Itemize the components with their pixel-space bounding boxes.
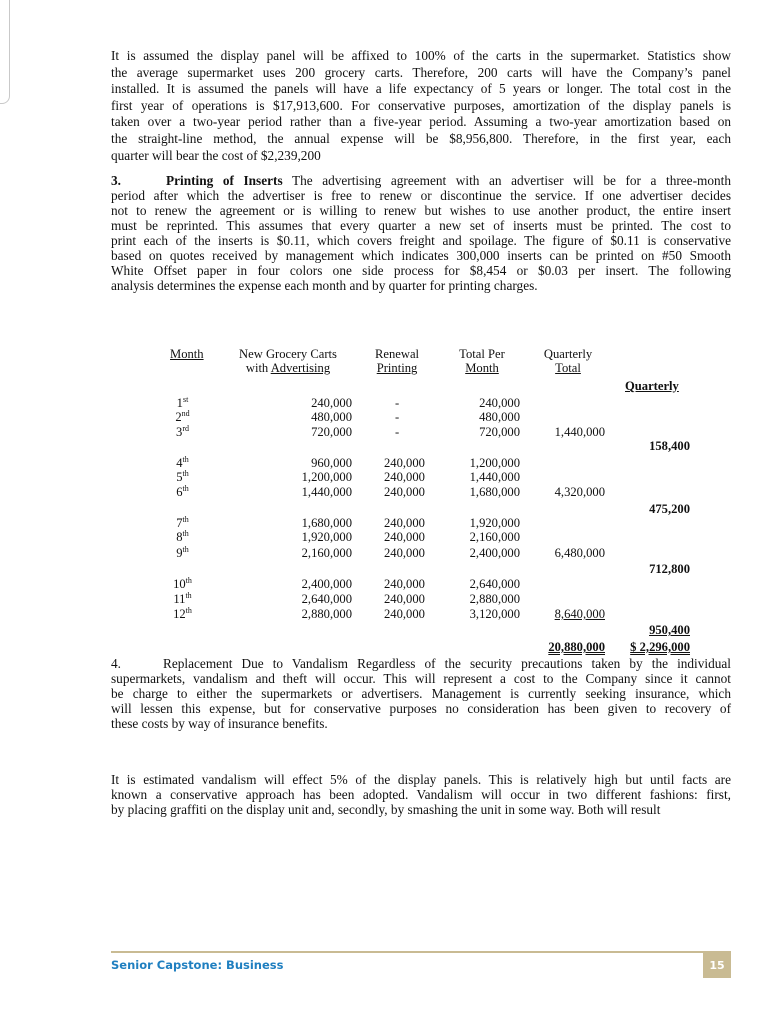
month-number: 3	[176, 425, 183, 439]
quarterly-total-cell: 8,640,000	[554, 607, 605, 621]
month-number: 2	[175, 410, 182, 424]
section-vandalism	[111, 656, 731, 731]
section-number: 4.	[111, 656, 121, 671]
quarterly-cost-cell: 158,400	[649, 439, 690, 453]
text-line: period after which the advertiser is free to renew or discontinue the service. If one advertiser decides	[111, 188, 731, 203]
text-line: first year of operations is $17,913,600. For conservative purposes, amortization of the display panels is	[111, 97, 731, 113]
renewal-cell: -	[395, 396, 400, 410]
renewal-cell: 240,000	[384, 592, 425, 606]
total-per-month-cell: 3,120,000	[469, 607, 520, 621]
month-number: 1	[176, 396, 183, 410]
text-line: by placing graffiti on the display unit and, secondly, by smashing the unit in some way. Both will result	[111, 802, 661, 817]
section-heading: Printing of Inserts	[166, 173, 283, 188]
total-per-month-cell: 1,440,000	[469, 470, 520, 484]
renewal-cell: 240,000	[384, 485, 425, 499]
month-cell	[160, 410, 205, 424]
month-suffix: nd	[181, 409, 190, 418]
section-number: 3.	[111, 173, 121, 188]
text-line: analysis determines the expense each month and by quarter for printing charges.	[111, 278, 538, 293]
total-per-month-cell: 240,000	[479, 396, 520, 410]
month-number: 5	[176, 470, 183, 484]
total-per-month-cell: 2,880,000	[469, 592, 520, 606]
total-per-month-cell: 2,400,000	[469, 546, 520, 560]
new-carts-cell: 2,160,000	[301, 546, 352, 560]
new-carts-cell: 1,440,000	[301, 485, 352, 499]
text-line: will lessen this expense, but for conservative purposes no consideration has been given to recovery of	[111, 701, 731, 716]
month-number: 11	[173, 592, 186, 606]
text-line: not to renew the agreement or is willing to renew but wishes to use another product, the entire insert	[111, 203, 731, 218]
text-line: be charge to either the supermarkets or advertisers. Management is currently seeking insurance, which	[111, 686, 731, 701]
month-suffix: th	[182, 515, 189, 524]
text-line: It is estimated vandalism will effect 5% of the display panels. This is relatively high but until facts are	[111, 772, 731, 787]
header-text: Total Per	[459, 347, 505, 361]
new-carts-cell: 2,400,000	[301, 577, 352, 591]
renewal-cell: -	[395, 425, 400, 439]
text-line: supermarkets, vandalism and theft will occur. This will represent a cost to the Company since it cannot	[111, 671, 731, 686]
renewal-cell: 240,000	[384, 607, 425, 621]
new-carts-cell: 960,000	[311, 456, 352, 470]
month-cell	[160, 546, 205, 560]
month-cell	[160, 425, 205, 439]
month-suffix: th	[182, 545, 189, 554]
month-suffix: th	[182, 484, 189, 493]
total-per-month-cell: 1,200,000	[469, 456, 520, 470]
total-per-month-cell: 2,640,000	[469, 577, 520, 591]
text-line: print each of the inserts is $0.11, which covers freight and spoilage. The figure of $0.11 is conservative	[111, 233, 731, 248]
new-carts-cell: 1,680,000	[301, 516, 352, 530]
new-carts-cell: 2,640,000	[301, 592, 352, 606]
section-text: Replacement Due to Vandalism Regardless of the security precautions taken by the individual	[163, 656, 731, 671]
header-text: Total	[555, 361, 581, 375]
renewal-cell: 240,000	[384, 530, 425, 544]
month-suffix: st	[182, 395, 189, 404]
month-suffix: th	[182, 469, 189, 478]
header-renewal	[365, 347, 429, 375]
text-line: the straight-line method, the annual expense will be $8,956,800. Therefore, in the first year, each	[111, 130, 731, 146]
total-per-month-cell: 1,920,000	[469, 516, 520, 530]
month-suffix: th	[185, 591, 192, 600]
header-text: Advertising	[270, 361, 331, 375]
renewal-cell: 240,000	[384, 577, 425, 591]
month-number: 4	[176, 456, 183, 470]
header-text: New Grocery Carts	[239, 347, 337, 361]
header-total-per-month	[450, 347, 514, 375]
month-cell	[160, 470, 205, 484]
header-text: Renewal	[374, 347, 420, 361]
text-line: these costs by way of insurance benefits.	[111, 716, 328, 731]
quarterly-total-cell: 1,440,000	[554, 425, 605, 439]
quarterly-cost-cell: 712,800	[649, 562, 690, 576]
quarterly-total-cell: 6,480,000	[554, 546, 605, 560]
header-text: Printing	[376, 361, 418, 375]
renewal-cell: 240,000	[384, 516, 425, 530]
header-text: with	[245, 361, 271, 375]
quarterly-cost-cell: 475,200	[649, 502, 690, 516]
month-suffix: th	[182, 455, 189, 464]
new-carts-cell: 240,000	[311, 396, 352, 410]
header-month: Month	[170, 347, 204, 361]
header-quarterly: Quarterly	[625, 379, 679, 393]
month-number: 7	[176, 516, 183, 530]
month-suffix: th	[185, 606, 192, 615]
month-cell	[160, 516, 205, 530]
total-per-month-cell: 480,000	[479, 410, 520, 424]
header-new-carts	[228, 347, 348, 375]
quarterly-cost-cell: 950,400	[649, 623, 690, 637]
text-line: It is assumed the display panel will be affixed to 100% of the carts in the supermarket. Statistics show	[111, 48, 731, 63]
month-cell	[160, 577, 205, 591]
new-carts-cell: 1,200,000	[301, 470, 352, 484]
text-line: known a conservative approach has been adopted. Vandalism will occur in two different fashions: first,	[111, 787, 731, 802]
renewal-cell: 240,000	[384, 546, 425, 560]
month-suffix: rd	[182, 424, 189, 433]
total-per-month-cell: 2,160,000	[469, 530, 520, 544]
month-suffix: th	[185, 576, 192, 585]
total-per-month-cell: 720,000	[479, 425, 520, 439]
footer-rule	[111, 951, 731, 953]
month-number: 6	[176, 485, 183, 499]
renewal-cell: 240,000	[384, 456, 425, 470]
quarterly-total-cell: 4,320,000	[554, 485, 605, 499]
grand-total-units: 20,880,000	[548, 640, 605, 654]
renewal-cell: 240,000	[384, 470, 425, 484]
text-line: the average supermarket uses 200 grocery carts. Therefore, 200 carts will have the Company’s panel	[111, 64, 731, 80]
text-line: quarter will bear the cost of $2,239,200	[111, 147, 321, 163]
month-number: 10	[173, 577, 186, 591]
renewal-cell: -	[395, 410, 400, 424]
month-number: 9	[176, 546, 183, 560]
text-line: White Offset paper in four colors one side process for $8,454 or $0.03 per insert. The following	[111, 263, 731, 278]
month-number: 12	[173, 607, 186, 621]
month-cell	[160, 396, 205, 410]
month-number: 8	[176, 530, 183, 544]
header-quarterly-total	[536, 347, 600, 375]
month-cell	[160, 485, 205, 499]
page-number: 15	[703, 953, 731, 978]
month-cell	[160, 530, 205, 544]
text-line: taken over a two-year period rather than a five-year period. Assuming a two-year amortization based on	[111, 114, 731, 130]
total-per-month-cell: 1,680,000	[469, 485, 520, 499]
month-cell	[160, 607, 205, 621]
new-carts-cell: 720,000	[311, 425, 352, 439]
grand-total-cost: $ 2,296,000	[630, 640, 690, 654]
month-cell	[160, 592, 205, 606]
new-carts-cell: 1,920,000	[301, 530, 352, 544]
new-carts-cell: 2,880,000	[301, 607, 352, 621]
month-suffix: th	[182, 529, 189, 538]
paragraph-vandalism-estimate	[111, 772, 731, 817]
text-line: based on quotes received by management which indicates 300,000 inserts can be printed on #50 Smooth	[111, 248, 731, 263]
header-text: Month	[465, 361, 499, 375]
header-text: Quarterly	[543, 347, 593, 361]
section-text: The advertising agreement with an advertiser will be for a three-month	[282, 173, 731, 188]
text-line: installed. It is assumed the panels will have a life expectancy of 5 years or longer. The total cost in the	[111, 81, 731, 97]
footer-title: Senior Capstone: Business	[111, 958, 284, 972]
month-cell	[160, 456, 205, 470]
new-carts-cell: 480,000	[311, 410, 352, 424]
text-line: must be reprinted. This assumes that every quarter a new set of inserts must be printed. The cost to	[111, 218, 731, 233]
